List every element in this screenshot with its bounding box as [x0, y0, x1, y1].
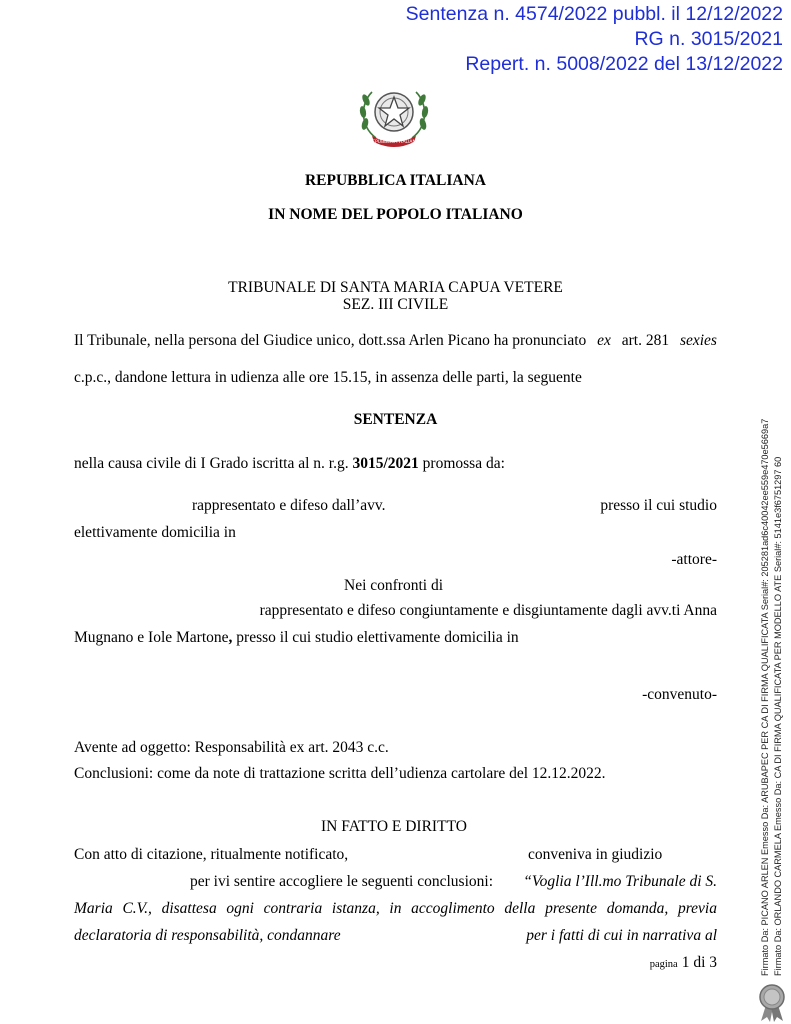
court-name: TRIBUNALE DI SANTA MARIA CAPUA VETERE [228, 279, 563, 296]
causa-line: nella causa civile di I Grado iscritta al n. r.g. 3015/2021 promossa da: [74, 455, 505, 472]
attore-domicile-text: elettivamente domicilia in [74, 524, 236, 541]
body-line-3: Maria C.V., disattesa ogni contraria istanza, in accoglimento della presente domanda, previa [74, 900, 717, 917]
court-section: SEZ. III CIVILE [342, 296, 449, 313]
digital-signature-1: Firmato Da: PICANO ARLEN Emesso Da: ARUBAPEC PER CA DI FIRMA QUALIFICATA Serial#: 205281ad6c40042ee559e470e5669a7 [760, 418, 770, 976]
attore-represented-text: rappresentato e difeso dall’avv. [192, 497, 386, 514]
convenuto-lawyers-text: Mugnano e Iole Martone, presso il cui studio elettivamente domicilia in [74, 629, 519, 646]
convenuto-represented-text: rappresentato e difeso congiuntamente e disgiuntamente dagli avv.ti Anna [259, 602, 717, 619]
body-line-2: per ivi sentire accogliere le seguenti conclusioni: “Voglia l’Ill.mo Tribunale di S. [190, 873, 717, 890]
body-line-1b: conveniva in giudizio [528, 846, 663, 863]
sentenza-heading: SENTENZA [353, 411, 438, 428]
intro-line-2: c.p.c., dandone lettura in udienza alle ore 15.15, in assenza delle parti, la seguente [74, 369, 582, 386]
oggetto-text: Avente ad oggetto: Responsabilità ex art. 2043 c.c. [74, 739, 389, 756]
attore-role: -attore- [671, 551, 717, 568]
body-line-4a: declaratoria di responsabilità, condannare [74, 927, 341, 944]
digital-signature-2: Firmato Da: ORLANDO CARMELA Emesso Da: CA DI FIRMA QUALIFICATA PER MODELLO ATE Serial#: 5141e3f6751297 60 [773, 456, 783, 976]
body-line-4b: per i fatti di cui in narrativa al [526, 927, 717, 944]
italian-republic-emblem-icon [354, 82, 434, 152]
intro-line-1: Il Tribunale, nella persona del Giudice unico, dott.ssa Arlen Picano ha pronunciato ex art. 281 sexies [74, 332, 717, 349]
publication-header [406, 2, 783, 77]
convenuto-role: -convenuto- [642, 686, 717, 703]
conclusioni-text: Conclusioni: come da note di trattazione scritta dell’udienza cartolare del 12.12.2022. [74, 765, 606, 782]
nei-confronti-text: Nei confronti di [344, 577, 444, 594]
repertorio-line: Repert. n. 5008/2022 del 13/12/2022 [465, 53, 783, 75]
attore-studio-text: presso il cui studio [600, 497, 717, 514]
rg-number-line: RG n. 3015/2021 [634, 28, 783, 50]
document-subtitle: IN NOME DEL POPOLO ITALIANO [268, 206, 523, 223]
document-title: REPUBBLICA ITALIANA [304, 172, 486, 189]
emblem-ribbon-text: REPUBBLICA ITALIANA [369, 140, 419, 145]
rg-number: 3015/2021 [352, 455, 419, 472]
page-number: pagina 1 di 3 [649, 954, 717, 971]
signature-seal-icon [757, 983, 787, 1023]
body-line-1a: Con atto di citazione, ritualmente notificato, [74, 846, 349, 863]
fatto-diritto-heading: IN FATTO E DIRITTO [321, 818, 467, 835]
sentenza-number-line: Sentenza n. 4574/2022 pubbl. il 12/12/2022 [405, 3, 783, 25]
